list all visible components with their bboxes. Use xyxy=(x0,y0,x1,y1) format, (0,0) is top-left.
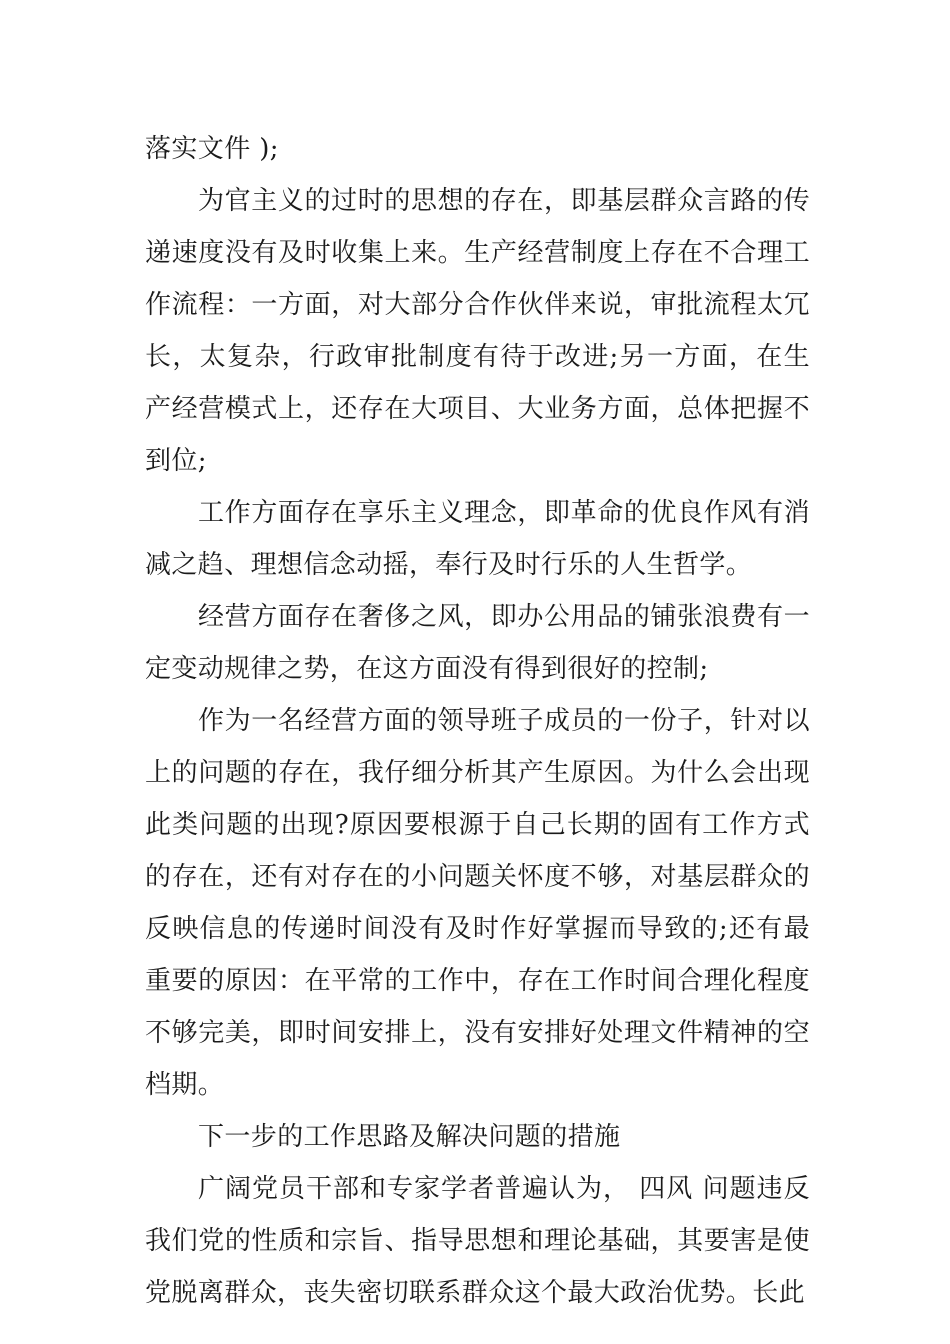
section-heading: 下一步的工作思路及解决问题的措施 xyxy=(198,1122,621,1152)
paragraph-cause-analysis: 作为一名经营方面的领导班子成员的一份子，针对以上的问题的存在，我仔细分析其产生原因。为什么会出现此类问题的出现?原因要根源于自己长期的固有工作方式的存在，还有对存在的小问题关怀度不够，对基层群众的反映信息的传递时间没有及时作好掌握而导致的;还有最重要的原因：在平常的工作中，存在工作时间合理化程度不够完美，即时间安排上，没有安排好处理文件精神的空档期。 xyxy=(145,706,810,1100)
paragraph-four-winds: 广阔党员干部和专家学者普遍认为， 四风 问题违反我们党的性质和宗旨、指导思想和理论基础，其要害是使党脱离群众，丧失密切联系群众这个最大政治优势。长此 xyxy=(145,1174,810,1308)
paragraph-extravagance: 经营方面存在奢侈之风，即办公用品的铺张浪费有一定变动规律之势，在这方面没有得到很好的控制; xyxy=(145,602,810,684)
paragraph-hedonism: 工作方面存在享乐主义理念，即革命的优良作风有消减之趋、理想信念动摇，奉行及时行乐的人生哲学。 xyxy=(145,498,810,580)
document-body xyxy=(145,123,810,1319)
paragraph-bureaucratism: 为官主义的过时的思想的存在，即基层群众言路的传递速度没有及时收集上来。生产经营制度上存在不合理工作流程：一方面，对大部分合作伙伴来说，审批流程太冗长，太复杂，行政审批制度有待于改进;另一方面，在生产经营模式上，还存在大项目、大业务方面，总体把握不到位; xyxy=(145,186,810,476)
paragraph-continuation: 落实文件 ); xyxy=(145,134,279,164)
